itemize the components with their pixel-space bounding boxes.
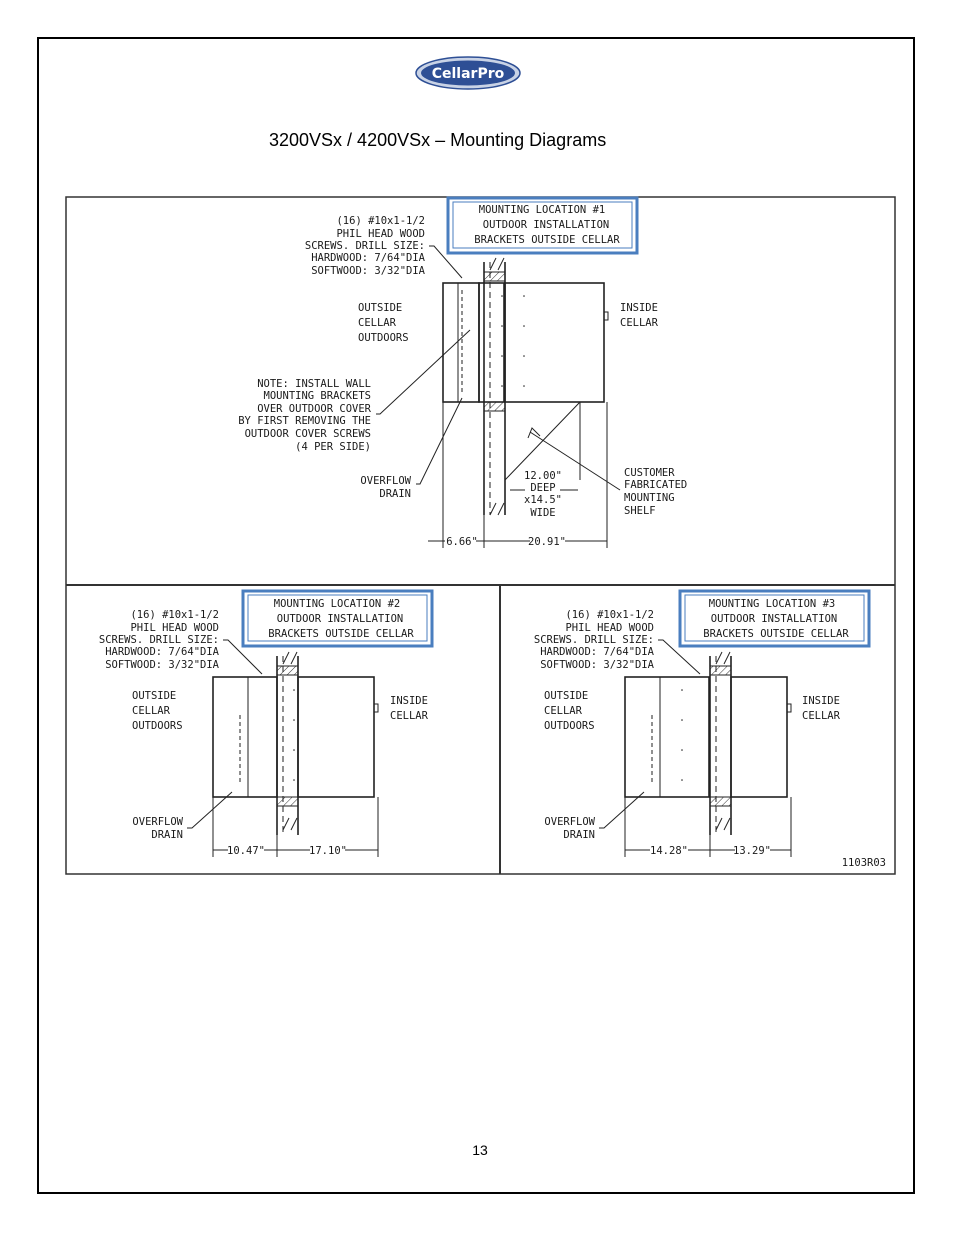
svg-text:NOTE: INSTALL WALL: NOTE: INSTALL WALL (257, 378, 371, 390)
svg-text:INSIDE: INSIDE (620, 302, 658, 314)
svg-text:PHIL HEAD WOOD: PHIL HEAD WOOD (130, 622, 219, 634)
svg-text:MOUNTING BRACKETS: MOUNTING BRACKETS (263, 390, 371, 402)
svg-text:OVERFLOW: OVERFLOW (132, 816, 183, 828)
dim-13-29: 13.29" (733, 845, 771, 857)
outside-cellar-label-3 (544, 690, 595, 732)
svg-text:HARDWOOD: 7/64"DIA: HARDWOOD: 7/64"DIA (105, 646, 219, 658)
shelf-dimensions (524, 470, 562, 519)
dim-14-28: 14.28" (650, 845, 688, 857)
svg-text:BY FIRST REMOVING THE: BY FIRST REMOVING THE (238, 415, 371, 427)
dim-17-10: 17.10" (309, 845, 347, 857)
svg-text:BRACKETS OUTSIDE CELLAR: BRACKETS OUTSIDE CELLAR (703, 628, 849, 640)
inside-cellar-label (620, 302, 659, 329)
svg-text:x14.5": x14.5" (524, 494, 562, 506)
svg-text:OUTDOORS: OUTDOORS (544, 720, 595, 732)
location-1-label: MOUNTING LOCATION #1 (478, 204, 606, 216)
svg-text:OUTDOOR INSTALLATION: OUTDOOR INSTALLATION (710, 613, 838, 625)
svg-text:(4 PER SIDE): (4 PER SIDE) (295, 441, 371, 453)
page-number: 13 (472, 1142, 488, 1158)
dim-10-47: 10.47" (227, 845, 265, 857)
svg-text:OUTDOORS: OUTDOORS (358, 332, 409, 344)
svg-text:OUTDOOR INSTALLATION: OUTDOOR INSTALLATION (276, 613, 404, 625)
svg-text:(16) #10x1-1/2: (16) #10x1-1/2 (565, 609, 654, 621)
svg-text:MOUNTING: MOUNTING (624, 492, 675, 504)
svg-text:PHIL HEAD WOOD: PHIL HEAD WOOD (336, 228, 425, 240)
svg-text:HARDWOOD: 7/64"DIA: HARDWOOD: 7/64"DIA (311, 252, 425, 264)
svg-text:MOUNTING LOCATION #2: MOUNTING LOCATION #2 (273, 598, 401, 610)
svg-text:OUTSIDE: OUTSIDE (544, 690, 589, 702)
panel-location-3 (534, 591, 886, 869)
svg-text:OUTSIDE: OUTSIDE (358, 302, 403, 314)
screw-note-3 (534, 609, 655, 671)
svg-text:CELLAR: CELLAR (620, 317, 658, 329)
svg-text:OUTDOOR COVER SCREWS: OUTDOOR COVER SCREWS (244, 428, 371, 440)
svg-text:SHELF: SHELF (624, 505, 656, 517)
svg-text:PHIL HEAD WOOD: PHIL HEAD WOOD (565, 622, 654, 634)
unit-body (505, 283, 604, 402)
panel-location-1 (238, 198, 687, 548)
svg-text:INSIDE: INSIDE (802, 695, 840, 707)
svg-text:OVERFLOW: OVERFLOW (360, 475, 411, 487)
panel-location-2 (99, 591, 432, 857)
inside-cellar-label-3 (802, 695, 841, 722)
drawing-id: 1103R03 (841, 857, 886, 869)
svg-text:HARDWOOD: 7/64"DIA: HARDWOOD: 7/64"DIA (540, 646, 654, 658)
svg-text:CELLAR: CELLAR (544, 705, 582, 717)
svg-text:INSIDE: INSIDE (390, 695, 428, 707)
svg-text:SOFTWOOD: 3/32"DIA: SOFTWOOD: 3/32"DIA (540, 659, 654, 671)
svg-text:CELLAR: CELLAR (390, 710, 428, 722)
outside-cellar-label-2 (132, 690, 183, 732)
svg-text:12.00": 12.00" (524, 470, 562, 482)
page-title: 3200VSx / 4200VSx – Mounting Diagrams (269, 130, 607, 150)
svg-text:SCREWS. DRILL SIZE:: SCREWS. DRILL SIZE: (304, 240, 425, 252)
svg-text:DRAIN: DRAIN (379, 488, 411, 500)
svg-text:CUSTOMER: CUSTOMER (624, 467, 675, 479)
outside-cellar-label (358, 302, 409, 344)
svg-text:(16) #10x1-1/2: (16) #10x1-1/2 (336, 215, 425, 227)
dim-20-91: 20.91" (528, 536, 566, 548)
svg-text:CELLAR: CELLAR (358, 317, 396, 329)
svg-text:SCREWS. DRILL SIZE:: SCREWS. DRILL SIZE: (533, 634, 654, 646)
svg-text:SOFTWOOD: 3/32"DIA: SOFTWOOD: 3/32"DIA (311, 265, 425, 277)
screw-note-2 (99, 609, 220, 671)
svg-text:DRAIN: DRAIN (151, 829, 183, 841)
location-1-type: OUTDOOR INSTALLATION (482, 219, 610, 231)
svg-text:FABRICATED: FABRICATED (624, 479, 688, 491)
svg-text:WIDE: WIDE (530, 507, 556, 519)
svg-text:MOUNTING LOCATION #3: MOUNTING LOCATION #3 (708, 598, 836, 610)
customer-shelf-label (624, 467, 687, 517)
svg-text:DRAIN: DRAIN (563, 829, 595, 841)
svg-text:OUTDOORS: OUTDOORS (132, 720, 183, 732)
install-note (238, 378, 371, 453)
svg-text:OVERFLOW: OVERFLOW (544, 816, 595, 828)
overflow-drain-label-2 (132, 816, 183, 841)
logo-text: CellarPro (431, 66, 505, 82)
diagram-frame (66, 197, 895, 874)
inside-cellar-label-2 (390, 695, 429, 722)
svg-text:SCREWS. DRILL SIZE:: SCREWS. DRILL SIZE: (98, 634, 219, 646)
svg-text:BRACKETS OUTSIDE CELLAR: BRACKETS OUTSIDE CELLAR (268, 628, 414, 640)
outdoor-cover (443, 283, 479, 402)
screw-note (305, 215, 426, 277)
svg-text:OUTSIDE: OUTSIDE (132, 690, 177, 702)
location-1-brackets: BRACKETS OUTSIDE CELLAR (474, 234, 620, 246)
svg-text:OVER OUTDOOR COVER: OVER OUTDOOR COVER (257, 403, 371, 415)
svg-text:CELLAR: CELLAR (802, 710, 840, 722)
svg-text:(16) #10x1-1/2: (16) #10x1-1/2 (130, 609, 219, 621)
svg-text:DEEP: DEEP (530, 482, 556, 494)
dim-6-66: 6.66" (446, 536, 478, 548)
svg-text:CELLAR: CELLAR (132, 705, 170, 717)
overflow-drain-label (360, 475, 411, 500)
svg-text:SOFTWOOD: 3/32"DIA: SOFTWOOD: 3/32"DIA (105, 659, 219, 671)
overflow-drain-label-3 (544, 816, 595, 841)
